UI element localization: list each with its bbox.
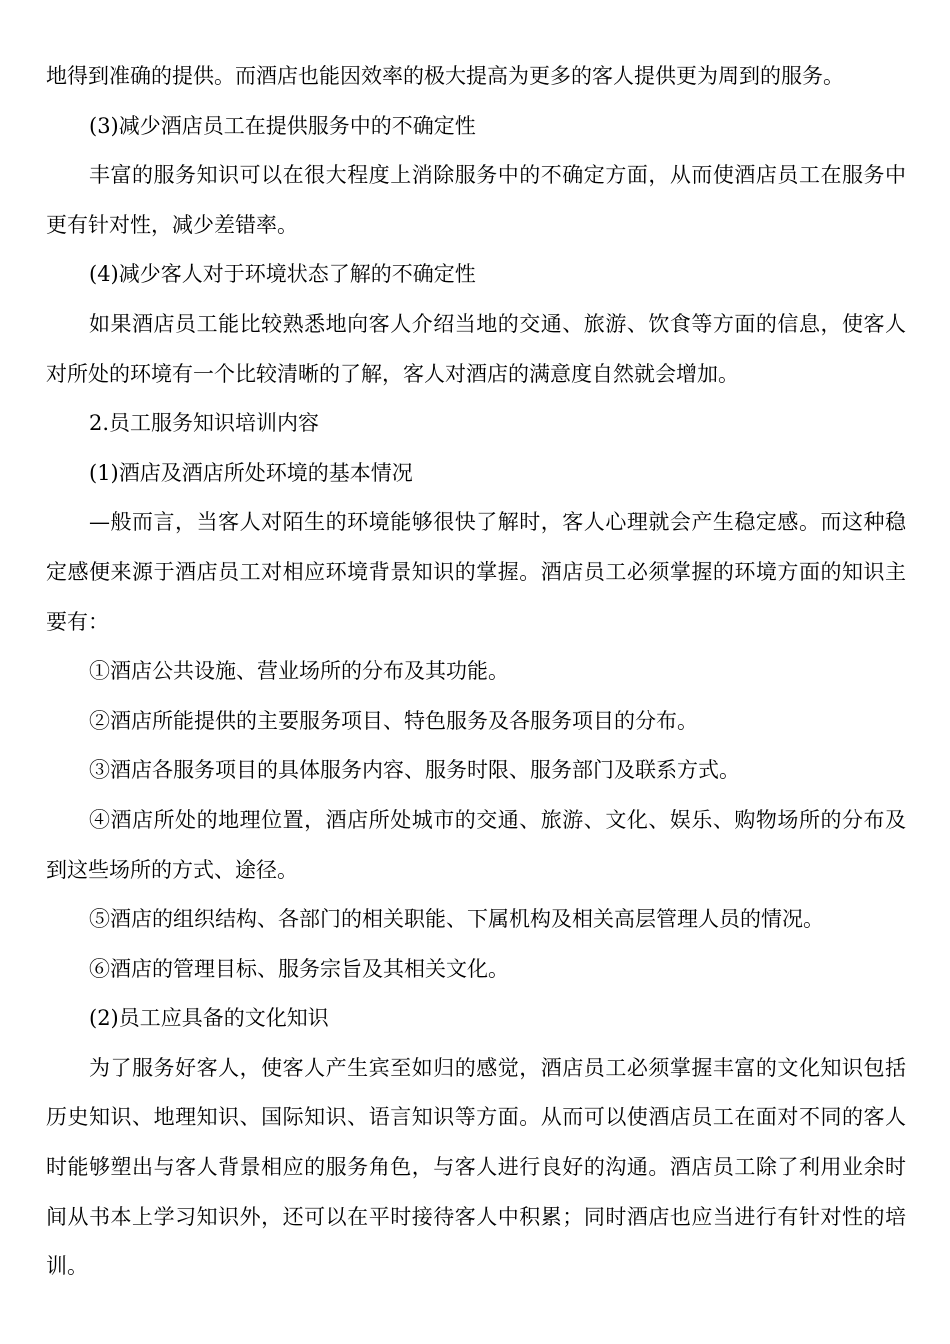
list-item-3: ③酒店各服务项目的具体服务内容、服务时限、服务部门及联系方式。	[89, 758, 740, 783]
subheading-cultural-knowledge: (2)员工应具备的文化知识	[89, 1006, 329, 1031]
list-item-5: ⑤酒店的组织结构、各部门的相关职能、下属机构及相关高层管理人员的情况。	[89, 907, 824, 932]
list-item-2: ②酒店所能提供的主要服务项目、特色服务及各服务项目的分布。	[89, 708, 698, 733]
paragraph-local-info: 如果酒店员工能比较熟悉地向客人介绍当地的交通、旅游、饮食等方面的信息，使客人对所处的环境有一个比较清晰的了解，客人对酒店的满意度自然就会增加。	[46, 311, 906, 386]
subheading-reduce-staff-uncertainty: (3)减少酒店员工在提供服务中的不确定性	[89, 113, 476, 138]
subheading-reduce-guest-uncertainty: (4)减少客人对于环境状态了解的不确定性	[89, 262, 476, 287]
paragraph-stability: —般而言，当客人对陌生的环境能够很快了解时，客人心理就会产生稳定感。而这种稳定感便来源于酒店员工对相应环境背景知识的掌握。酒店员工必须掌握的环境方面的知识主要有：	[46, 510, 906, 634]
list-item-4: ④酒店所处的地理位置，酒店所处城市的交通、旅游、文化、娱乐、购物场所的分布及到这些场所的方式、途径。	[46, 807, 906, 882]
list-item-1: ①酒店公共设施、营业场所的分布及其功能。	[89, 659, 509, 684]
section-heading-training-content: 2.员工服务知识培训内容	[89, 411, 320, 436]
subheading-hotel-environment: (1)酒店及酒店所处环境的基本情况	[89, 460, 413, 485]
paragraph-cultural-knowledge: 为了服务好客人，使客人产生宾至如归的感觉，酒店员工必须掌握丰富的文化知识包括历史知识、地理知识、国际知识、语言知识等方面。从而可以使酒店员工在面对不同的客人时能够塑出与客人背景相应的服务角色，与客人进行良好的沟通。酒店员工除了利用业余时间从书本上学习知识外，还可以在平时接待客人中积累；同时酒店也应当进行有针对性的培训。	[46, 1055, 906, 1279]
paragraph-continuation: 地得到准确的提供。而酒店也能因效率的极大提高为更多的客人提供更为周到的服务。	[46, 64, 844, 88]
document-page	[46, 52, 906, 1292]
paragraph-service-knowledge: 丰富的服务知识可以在很大程度上消除服务中的不确定方面，从而使酒店员工在服务中更有针对性，减少差错率。	[46, 163, 906, 237]
list-item-6: ⑥酒店的管理目标、服务宗旨及其相关文化。	[89, 956, 509, 981]
